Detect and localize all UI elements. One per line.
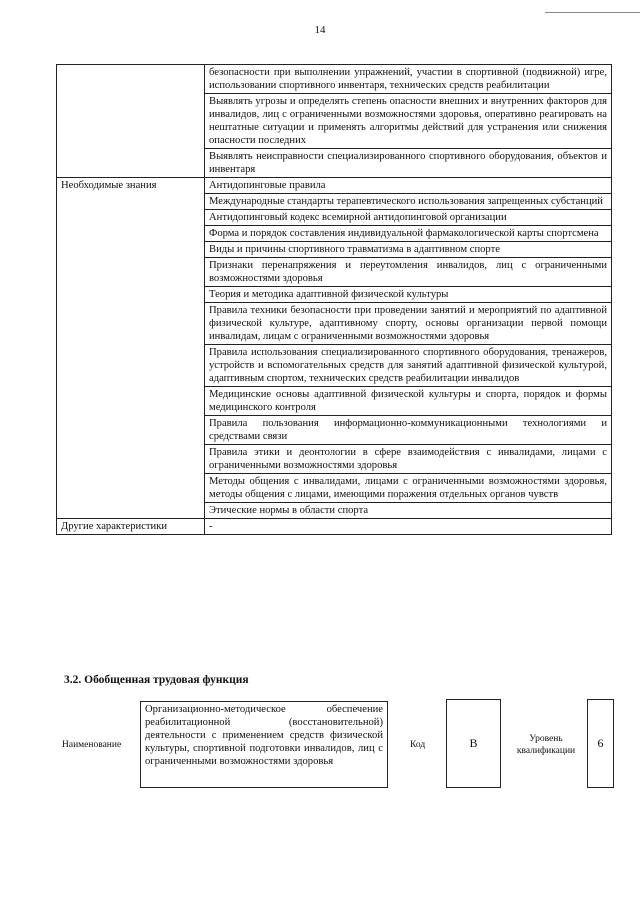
knowledge-item: Признаки перенапряжения и переутомления инвалидов, лиц с ограниченными возможностями здоровья bbox=[205, 258, 612, 287]
code-label: Код bbox=[410, 740, 426, 750]
other-characteristics-value: - bbox=[205, 519, 612, 535]
section-title: 3.2. Обобщенная трудовая функция bbox=[64, 674, 249, 686]
table-row bbox=[57, 65, 612, 94]
knowledge-item: Виды и причины спортивного травматизма в адаптивном спорте bbox=[205, 242, 612, 258]
knowledge-item: Антидопинговый кодекс всемирной антидопинговой организации bbox=[205, 210, 612, 226]
knowledge-item: Антидопинговые правила bbox=[205, 178, 612, 194]
table-cell: Выявлять неисправности специализированного спортивного оборудования, объектов и инвентаря bbox=[205, 149, 612, 178]
knowledge-item: Правила этики и деонтологии в сфере взаимодействия с инвалидами, лицами с ограниченными возможностями здоровья bbox=[205, 445, 612, 474]
table-cell: безопасности при выполнении упражнений, участии в спортивной (подвижной) игре, использовании спортивного инвентаря, технических средств реабилитации bbox=[205, 65, 612, 94]
table-cell: Выявлять угрозы и определять степень опасности внешних и внутренних факторов для инвалидов, лиц с ограниченными возможностями здоровья, оперативно реагировать на нештатные ситуации и применять алгоритмы действий для устранения или снижения опасности последних bbox=[205, 94, 612, 149]
knowledge-label: Необходимые знания bbox=[57, 178, 205, 519]
knowledge-item: Правила техники безопасности при проведении занятий и мероприятий по адаптивной физической культуре, адаптивному спорту, основы организации первой помощи инвалидам, лицам с ограниченными возможностями здоровья bbox=[205, 303, 612, 345]
qualification-level-box: 6 bbox=[587, 699, 614, 788]
name-label: Наименование bbox=[62, 740, 122, 750]
table-row bbox=[57, 178, 612, 194]
code-box: B bbox=[446, 699, 501, 788]
function-name-box: Организационно-методическое обеспечение реабилитационной (восстановительной) деятельности с применением средств физической культуры, спортивной подготовки инвалидов, лиц с ограниченными возможностями здоровья bbox=[140, 701, 388, 788]
page-number: 14 bbox=[314, 24, 326, 36]
labor-function-table bbox=[56, 64, 612, 535]
knowledge-item: Международные стандарты терапевтического использования запрещенных субстанций bbox=[205, 194, 612, 210]
other-characteristics-label: Другие характеристики bbox=[57, 519, 205, 535]
skills-label-cell bbox=[57, 65, 205, 178]
knowledge-item: Форма и порядок составления индивидуальной фармакологической карты спортсмена bbox=[205, 226, 612, 242]
top-rule bbox=[545, 12, 640, 13]
knowledge-item: Правила использования специализированного спортивного оборудования, тренажеров, устройств и вспомогательных средств для занятий адаптивной физической культурой, адаптивным спортом, технических средств реабилитации инвалидов bbox=[205, 345, 612, 387]
qualification-level-label: Уровень квалификации bbox=[516, 734, 576, 756]
knowledge-item: Этические нормы в области спорта bbox=[205, 503, 612, 519]
knowledge-item: Методы общения с инвалидами, лицами с ограниченными возможностями здоровья, методы общения с лицами, имеющими поражения отдельных органов чувств bbox=[205, 474, 612, 503]
table-row bbox=[57, 519, 612, 535]
knowledge-item: Теория и методика адаптивной физической культуры bbox=[205, 287, 612, 303]
knowledge-item: Медицинские основы адаптивной физической культуры и спорта, порядок и формы медицинского контроля bbox=[205, 387, 612, 416]
knowledge-item: Правила пользования информационно-коммуникационными технологиями и средствами связи bbox=[205, 416, 612, 445]
